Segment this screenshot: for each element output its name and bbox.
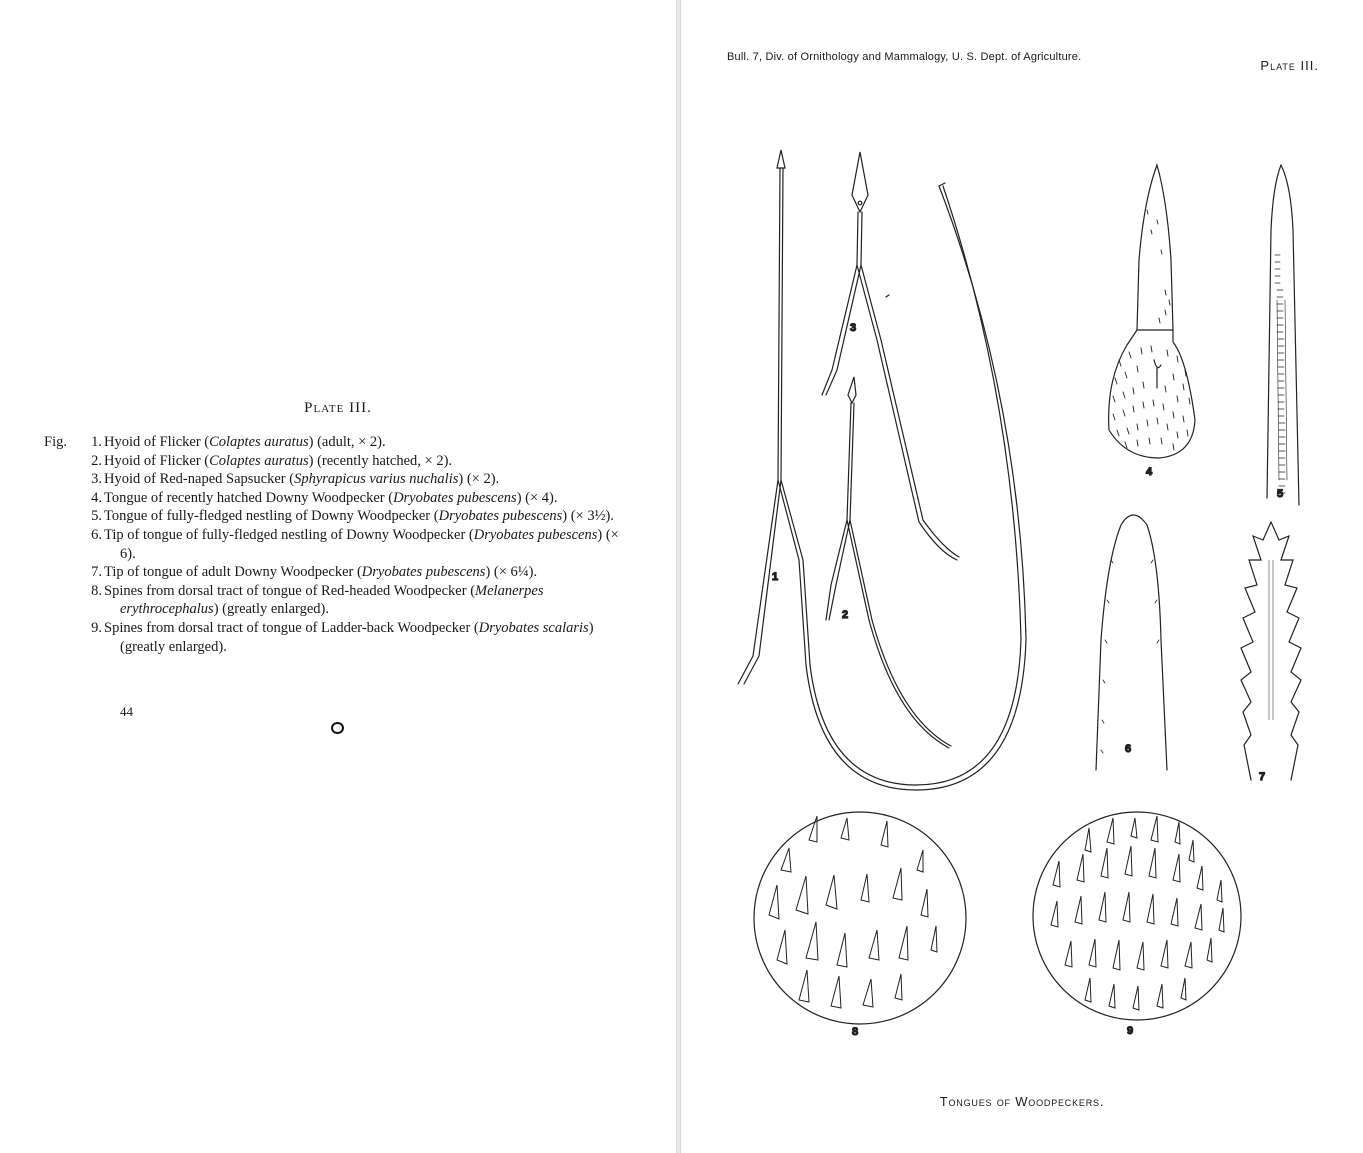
species-name: Dryobates pubescens — [393, 489, 517, 506]
figure-caption-text — [104, 452, 634, 471]
caption-segment: Tip of tongue of fully-fledged nestling of Downy Woodpecker ( — [104, 526, 474, 543]
figure-number: 5. — [91, 508, 102, 525]
figure-caption-2 — [44, 452, 634, 471]
figure-7-drawing — [1241, 522, 1301, 780]
figure-number: 9. — [91, 619, 102, 636]
plate-caption: Tongues of Woodpeckers. — [939, 1094, 1105, 1109]
figure-number: 4. — [91, 489, 102, 506]
figure-7-label: 7 — [1259, 771, 1266, 783]
page-number: 44 — [120, 704, 133, 719]
caption-segment: Hyoid of Flicker ( — [104, 452, 210, 469]
figure-number: 2. — [91, 452, 102, 469]
figure-prefix: Fig. — [44, 434, 67, 450]
figure-1-drawing — [738, 150, 1026, 790]
figure-number: 1. — [91, 434, 102, 450]
figure-1-label: 1 — [772, 571, 779, 583]
species-name: Dryobates pubescens — [473, 526, 598, 543]
caption-segment: ) (adult, × 2). — [308, 434, 386, 450]
figure-5-label: 5 — [1277, 488, 1284, 500]
figure-caption-9 — [44, 619, 634, 656]
figure-number: 7. — [91, 564, 102, 581]
plate-illustration — [681, 0, 1363, 1080]
figure-2-label: 2 — [842, 609, 849, 621]
caption-segment: Tongue of recently hatched Downy Woodpecker ( — [104, 489, 394, 506]
figure-caption-3 — [44, 470, 634, 489]
figure-4-drawing — [1109, 165, 1195, 458]
stray-mark — [331, 722, 344, 734]
caption-segment: ) (× 6). — [120, 526, 619, 562]
figure-caption-6 — [44, 526, 634, 563]
species-name: Dryobates pubescens — [361, 564, 486, 581]
figure-9-label: 9 — [1127, 1025, 1134, 1037]
figure-3-drawing — [822, 152, 959, 560]
figure-6-drawing — [1096, 515, 1167, 770]
figure-caption-text — [104, 470, 634, 489]
species-name: Melanerpes erythrocephalus — [120, 582, 544, 618]
caption-segment: Hyoid of Flicker ( — [104, 434, 210, 450]
figure-caption-1 — [44, 433, 634, 452]
species-name: Colaptes auratus — [209, 434, 309, 450]
figure-number: 8. — [91, 582, 102, 599]
caption-segment: ) (× 2). — [458, 471, 500, 488]
figure-2-drawing — [826, 377, 951, 748]
figure-caption-text — [104, 507, 634, 526]
figure-number: 6. — [91, 526, 102, 543]
figure-6-label: 6 — [1125, 743, 1132, 755]
caption-segment: ) (× 6¼). — [485, 564, 538, 581]
figure-prefix — [44, 452, 78, 471]
caption-segment: Spines from dorsal tract of tongue of Ladder-back Woodpecker ( — [104, 619, 479, 636]
caption-segment: ) (× 4). — [516, 489, 558, 506]
caption-segment: ) (greatly enlarged). — [120, 619, 594, 655]
figure-caption-7 — [44, 563, 634, 582]
figure-list — [44, 433, 634, 656]
species-name: Sphyrapicus varius nuchalis — [294, 471, 459, 488]
figure-caption-text — [104, 489, 634, 508]
figure-prefix — [44, 582, 78, 619]
figure-caption-4 — [44, 489, 634, 508]
right-page — [681, 0, 1363, 1153]
figure-8-label: 8 — [852, 1026, 859, 1038]
figure-number: 3. — [91, 471, 102, 488]
figure-prefix — [44, 470, 78, 489]
figure-4-label: 4 — [1146, 466, 1153, 478]
caption-segment: ) (recently hatched, × 2). — [308, 452, 453, 469]
figure-5-drawing — [1267, 165, 1299, 505]
species-name: Colaptes auratus — [209, 452, 309, 469]
figure-caption-8 — [44, 582, 634, 619]
species-name: Dryobates pubescens — [438, 508, 563, 525]
figure-caption-text — [104, 582, 634, 619]
caption-segment: Tip of tongue of adult Downy Woodpecker ( — [104, 564, 362, 581]
figure-prefix — [44, 563, 78, 582]
figure-caption-5 — [44, 507, 634, 526]
left-page — [0, 0, 676, 1153]
figure-prefix — [44, 507, 78, 526]
plate-heading: Plate III. — [304, 400, 372, 416]
caption-segment: ) (greatly enlarged). — [213, 601, 329, 618]
figure-prefix — [44, 619, 78, 656]
figure-caption-text — [104, 433, 634, 452]
running-head: Bull. 7, Div. of Ornithology and Mammalogy, U. S. Dept. of Agriculture. — [727, 51, 1082, 63]
caption-segment: ) (× 3½). — [562, 508, 614, 525]
figure-3-label: 3 — [850, 322, 857, 334]
figure-8-drawing — [754, 812, 966, 1024]
figure-9-drawing — [1033, 812, 1241, 1020]
figure-prefix — [44, 526, 78, 563]
caption-segment: Spines from dorsal tract of tongue of Red-headed Woodpecker ( — [104, 582, 476, 599]
species-name: Dryobates scalaris — [478, 619, 589, 636]
plate-label: Plate III. — [1260, 58, 1319, 73]
caption-segment: Tongue of fully-fledged nestling of Downy Woodpecker ( — [104, 508, 439, 525]
figure-caption-text — [104, 619, 634, 656]
figure-prefix — [44, 489, 78, 508]
figure-caption-text — [104, 526, 634, 563]
figure-caption-text — [104, 563, 634, 582]
caption-segment: Hyoid of Red-naped Sapsucker ( — [104, 471, 295, 488]
